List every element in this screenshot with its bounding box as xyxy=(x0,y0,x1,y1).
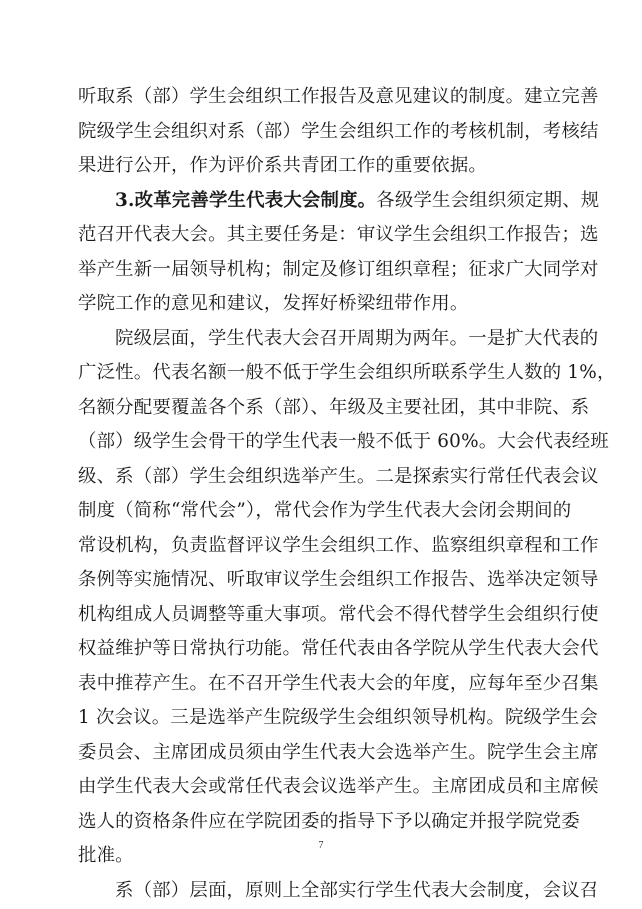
text-line: 范召开代表大会。其主要任务是：审议学生会组织工作报告；选 xyxy=(78,224,599,245)
text-line: 学院工作的意见和建议，发挥好桥梁纽带作用。 xyxy=(78,293,469,314)
text-line: 听取系（部）学生会组织工作报告及意见建议的制度。建立完善 xyxy=(78,86,599,107)
text-line: 机构组成人员调整等重大事项。常代会不得代替学生会组织行使 xyxy=(78,603,599,625)
text-line: 制度（简称“常代会”），常代会作为学生代表大会闭会期间的 xyxy=(78,500,572,521)
text-line: 表中推荐产生。在不召开学生代表大会的年度，应每年至少召集 xyxy=(78,672,599,694)
text-line: 广泛性。代表名额一般不低于学生会组织所联系学生人数的 1%， xyxy=(78,362,616,383)
page-number: 7 xyxy=(318,840,324,851)
text-line: 批准。 xyxy=(78,845,134,866)
text-line: 院级学生会组织对系（部）学生会组织工作的考核机制，考核结 xyxy=(78,120,599,142)
text-line: 由学生代表大会或常任代表会议选举产生。主席团成员和主席候 xyxy=(78,776,599,797)
text-line: （部）级学生会骨干的学生代表一般不低于 60%。大会代表经班 xyxy=(78,431,609,452)
text-line: 院级层面，学生代表大会召开周期为两年。一是扩大代表的 xyxy=(115,327,599,349)
text-line: 1 次会议。三是选举产生院级学生会组织领导机构。院级学生会 xyxy=(78,707,598,728)
text-line: 举产生新一届领导机构；制定及修订组织章程；征求广大同学对 xyxy=(78,258,599,280)
text-line: 常设机构，负责监督评议学生会组织工作、监察组织章程和工作 xyxy=(78,534,599,556)
text-line: 果进行公开，作为评价系共青团工作的重要依据。 xyxy=(78,155,487,176)
text-line: 系（部）层面，原则上全部实行学生代表大会制度，会议召 xyxy=(115,879,599,901)
text-line: 委员会、主席团成员须由学生代表大会选举产生。院学生会主席 xyxy=(78,741,599,763)
text-line: 选人的资格条件应在学院团委的指导下予以确定并报学院党委 xyxy=(78,810,580,832)
text-line: 条例等实施情况、听取审议学生会组织工作报告、选举决定领导 xyxy=(78,569,599,590)
body-text xyxy=(78,80,616,908)
section-3-lead-text: 各级学生会组织须定期、规 xyxy=(376,189,600,211)
text-line: 权益维护等日常执行功能。常任代表由各学院从学生代表大会代 xyxy=(78,638,599,659)
section-3-heading: 3.改革完善学生代表大会制度。 xyxy=(115,189,377,211)
text-line: 级、系（部）学生会组织选举产生。二是探索实行常任代表会议 xyxy=(78,465,599,487)
text-line: 名额分配要覆盖各个系（部）、年级及主要社团，其中非院、系 xyxy=(78,396,590,418)
section-3-line xyxy=(78,184,600,219)
